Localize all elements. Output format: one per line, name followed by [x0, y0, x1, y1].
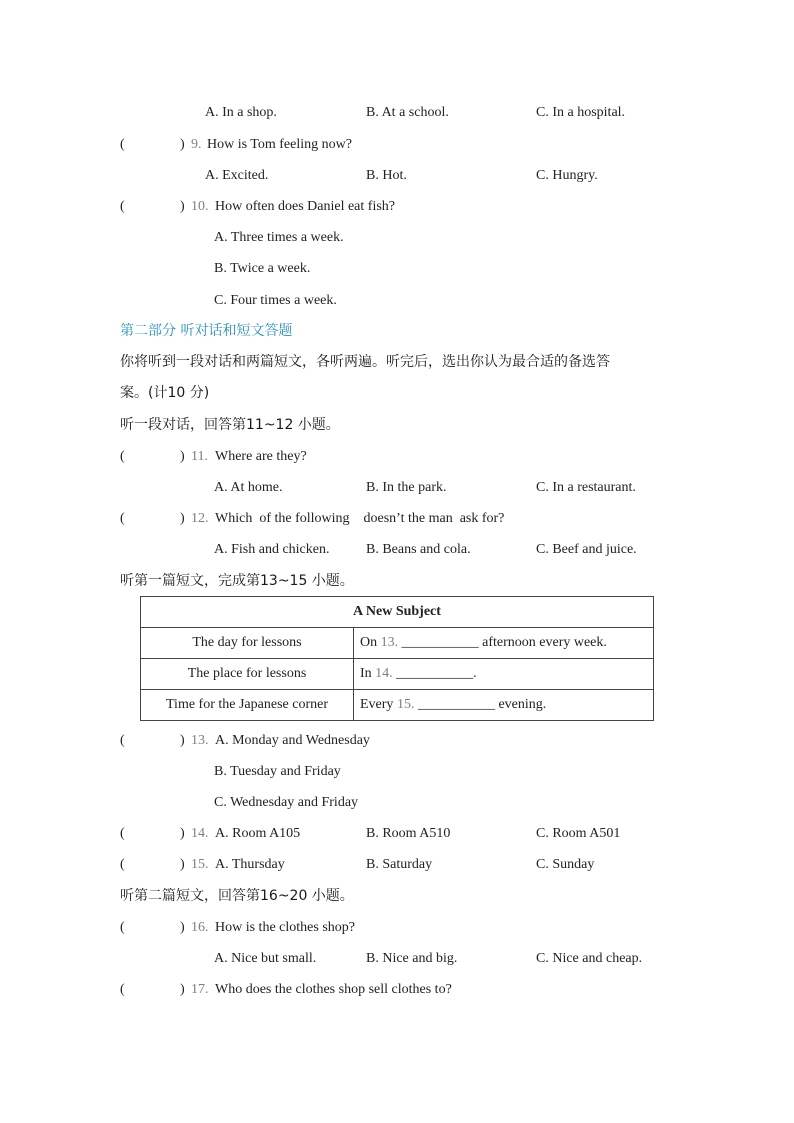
option-b: B. Nice and big. — [366, 951, 458, 966]
answer-paren-close: ) — [180, 920, 185, 935]
question-number: 9. — [191, 137, 202, 152]
table-title: A New Subject — [141, 597, 654, 628]
option-c: C. Nice and cheap. — [536, 951, 643, 966]
option-b: B. Beans and cola. — [366, 542, 471, 557]
answer-paren-close: ) — [180, 137, 185, 152]
passage1-instructions: 听第一篇短文，完成第13~15 小题。 — [120, 573, 354, 589]
row-label: Time for the Japanese corner — [141, 690, 354, 721]
row-label: The day for lessons — [141, 628, 354, 659]
answer-blank: ___________ — [417, 697, 495, 712]
option-a: A. At home. — [214, 480, 283, 495]
blank-number: 15. — [396, 697, 415, 712]
option-a: A. Nice but small. — [214, 951, 317, 966]
question-number: 15. — [191, 857, 209, 872]
row-value — [354, 659, 654, 690]
answer-blank: ___________ — [396, 666, 474, 681]
option-b: B. Saturday — [366, 857, 433, 872]
question-number: 14. — [191, 826, 209, 841]
answer-paren-close: ) — [180, 199, 185, 214]
question-text: Which of the following doesn’t the man ask for? — [215, 511, 505, 526]
table-row — [141, 690, 654, 721]
option-a: A. Three times a week. — [214, 230, 344, 245]
option-b: B. At a school. — [366, 105, 449, 120]
passage2-instructions: 听第二篇短文，回答第16~20 小题。 — [120, 888, 354, 904]
answer-paren-open: ( — [120, 137, 125, 152]
table-header-row — [141, 597, 654, 628]
blank-prefix: Every — [360, 697, 394, 712]
answer-paren-close: ) — [180, 449, 185, 464]
subject-table — [140, 596, 654, 721]
option-a: A. Thursday — [215, 857, 285, 872]
option-c: C. In a restaurant. — [536, 480, 636, 495]
row-value — [354, 690, 654, 721]
answer-paren-open: ( — [120, 920, 125, 935]
answer-paren-close: ) — [180, 857, 185, 872]
option-c: C. Wednesday and Friday — [214, 795, 359, 810]
question-number: 12. — [191, 511, 209, 526]
answer-paren-close: ) — [180, 733, 185, 748]
option-c: C. Hungry. — [536, 168, 598, 183]
answer-paren-open: ( — [120, 857, 125, 872]
question-number: 17. — [191, 982, 209, 997]
question-text: How often does Daniel eat fish? — [215, 199, 395, 214]
answer-paren-open: ( — [120, 199, 125, 214]
option-b: B. In the park. — [366, 480, 447, 495]
blank-suffix: evening. — [498, 697, 547, 712]
answer-blank: ___________ — [401, 635, 479, 650]
answer-paren-open: ( — [120, 511, 125, 526]
question-text: Where are they? — [215, 449, 307, 464]
answer-paren-open: ( — [120, 826, 125, 841]
question-text: How is the clothes shop? — [215, 920, 355, 935]
answer-paren-open: ( — [120, 982, 125, 997]
question-text: Who does the clothes shop sell clothes to? — [215, 982, 452, 997]
blank-number: 13. — [380, 635, 399, 650]
question-number: 16. — [191, 920, 209, 935]
blank-prefix: On — [360, 635, 378, 650]
answer-paren-close: ) — [180, 511, 185, 526]
blank-suffix: . — [473, 666, 477, 681]
blank-prefix: In — [360, 666, 372, 681]
option-b: B. Tuesday and Friday — [214, 764, 341, 779]
blank-suffix: afternoon every week. — [482, 635, 607, 650]
option-a: A. Excited. — [205, 168, 269, 183]
question-number: 10. — [191, 199, 209, 214]
instructions-line-1: 你将听到一段对话和两篇短文，各听两遍。听完后，选出你认为最合适的备选答 — [120, 354, 610, 370]
blank-number: 14. — [375, 666, 393, 681]
option-a: A. Fish and chicken. — [214, 542, 330, 557]
option-a: A. Monday and Wednesday — [215, 733, 370, 748]
section-title: 第二部分 听对话和短文答题 — [120, 323, 293, 339]
row-value — [354, 628, 654, 659]
option-a: A. In a shop. — [205, 105, 277, 120]
option-c: C. In a hospital. — [536, 105, 626, 120]
option-c: C. Beef and juice. — [536, 542, 637, 557]
question-text: How is Tom feeling now? — [207, 137, 352, 152]
table-row — [141, 659, 654, 690]
option-b: B. Hot. — [366, 168, 407, 183]
option-b: B. Twice a week. — [214, 261, 311, 276]
option-c: C. Room A501 — [536, 826, 621, 841]
row-label: The place for lessons — [141, 659, 354, 690]
answer-paren-close: ) — [180, 982, 185, 997]
option-c: C. Four times a week. — [214, 293, 337, 308]
question-number: 13. — [191, 733, 209, 748]
answer-paren-close: ) — [180, 826, 185, 841]
table-row — [141, 628, 654, 659]
option-b: B. Room A510 — [366, 826, 451, 841]
option-c: C. Sunday — [536, 857, 595, 872]
answer-paren-open: ( — [120, 733, 125, 748]
instructions-line-2: 案。(计10 分) — [120, 385, 210, 401]
answer-paren-open: ( — [120, 449, 125, 464]
dialog-instructions: 听一段对话，回答第11~12 小题。 — [120, 417, 340, 433]
option-a: A. Room A105 — [215, 826, 301, 841]
question-number: 11. — [191, 449, 208, 464]
